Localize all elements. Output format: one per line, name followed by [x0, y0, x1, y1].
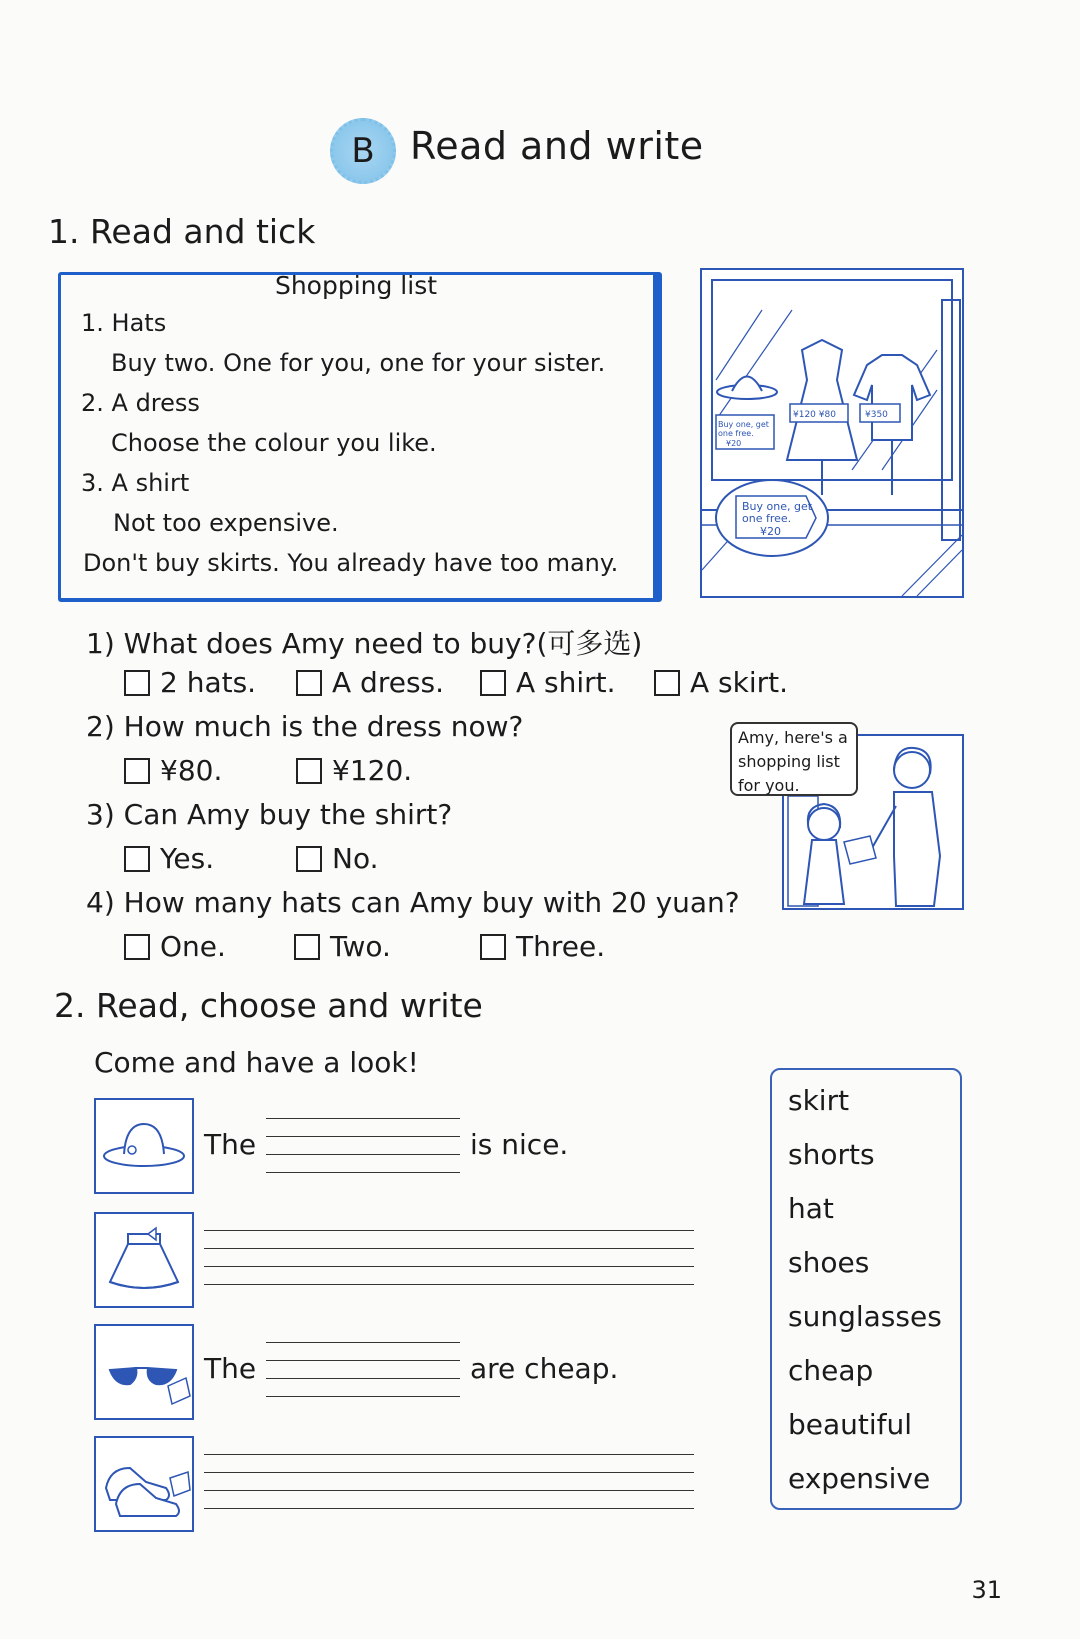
checkbox[interactable]: [480, 934, 506, 960]
row-1-before: The: [204, 1128, 257, 1161]
word-bank-item: sunglasses: [788, 1300, 942, 1333]
q4-option[interactable]: [480, 930, 605, 963]
answer-line[interactable]: [204, 1454, 694, 1455]
row-3-after: are cheap.: [470, 1352, 619, 1385]
shopping-list-box: [58, 272, 662, 602]
option-label: ¥80.: [160, 754, 223, 787]
q1-option[interactable]: [296, 666, 444, 699]
answer-line[interactable]: [266, 1378, 460, 1379]
checkbox[interactable]: [296, 846, 322, 872]
option-label: A shirt.: [516, 666, 616, 699]
word-bank-item: shoes: [788, 1246, 870, 1279]
option-label: One.: [160, 930, 226, 963]
q1-option[interactable]: [124, 666, 256, 699]
answer-line[interactable]: [266, 1154, 460, 1155]
row-1-after: is nice.: [470, 1128, 569, 1161]
word-bank-item: shorts: [788, 1138, 875, 1171]
answer-line[interactable]: [204, 1266, 694, 1267]
row-3-before: The: [204, 1352, 257, 1385]
list-item: Don't buy skirts. You already have too many.: [83, 549, 619, 577]
checkbox[interactable]: [296, 758, 322, 784]
badge-letter: B: [351, 131, 375, 171]
word-bank-item: skirt: [788, 1084, 850, 1117]
speech-line: Amy, here's a: [738, 728, 848, 747]
list-item: 2. A dress: [81, 389, 200, 417]
option-label: A dress.: [332, 666, 445, 699]
page-title: Read and write: [410, 124, 704, 168]
word-bank-item: hat: [788, 1192, 834, 1225]
checkbox[interactable]: [124, 758, 150, 784]
question-4: 4) How many hats can Amy buy with 20 yuan?: [86, 886, 740, 919]
hat-icon: [94, 1098, 194, 1194]
answer-line[interactable]: [266, 1342, 460, 1343]
section-badge: [330, 118, 396, 184]
option-label: Three.: [516, 930, 606, 963]
speech-line: shopping list: [738, 752, 840, 771]
sunglasses-icon: [94, 1324, 194, 1420]
list-item: Choose the colour you like.: [111, 429, 437, 457]
option-label: Yes.: [160, 842, 215, 875]
shirt-tag-price: ¥350: [865, 410, 888, 420]
q4-option[interactable]: [124, 930, 226, 963]
checkbox[interactable]: [124, 846, 150, 872]
hat-tag-line-1: Buy one, get: [718, 420, 769, 429]
speech-bubble: [730, 722, 858, 796]
checkbox[interactable]: [480, 670, 506, 696]
answer-line[interactable]: [266, 1396, 460, 1397]
q3-option[interactable]: [296, 842, 378, 875]
q1-option[interactable]: [480, 666, 616, 699]
hat-tag-line-2: one free.: [718, 429, 754, 438]
option-label: Two.: [330, 930, 391, 963]
checkbox[interactable]: [654, 670, 680, 696]
answer-line[interactable]: [266, 1118, 460, 1119]
question-3: 3) Can Amy buy the shirt?: [86, 798, 453, 831]
dress-tag-price: ¥120 ¥80: [793, 410, 836, 420]
answer-line[interactable]: [204, 1508, 694, 1509]
option-label: A skirt.: [690, 666, 789, 699]
q3-option[interactable]: [124, 842, 214, 875]
q1-option[interactable]: [654, 666, 788, 699]
section-1-title: 1. Read and tick: [48, 212, 316, 251]
option-label: No.: [332, 842, 379, 875]
skirt-icon: [94, 1212, 194, 1308]
answer-line[interactable]: [266, 1360, 460, 1361]
answer-line[interactable]: [266, 1172, 460, 1173]
word-bank-item: expensive: [788, 1462, 931, 1495]
answer-line[interactable]: [204, 1490, 694, 1491]
section-2-intro: Come and have a look!: [94, 1046, 419, 1079]
option-label: 2 hats.: [160, 666, 257, 699]
sign-line-2: one free.: [742, 512, 792, 525]
question-2: 2) How much is the dress now?: [86, 710, 524, 743]
sign-line-1: Buy one, get: [742, 500, 813, 513]
checkbox[interactable]: [296, 670, 322, 696]
answer-line[interactable]: [204, 1230, 694, 1231]
speech-line: for you.: [738, 776, 800, 795]
word-bank: [770, 1068, 962, 1510]
q2-option[interactable]: [296, 754, 412, 787]
checkbox[interactable]: [124, 670, 150, 696]
word-bank-item: beautiful: [788, 1408, 913, 1441]
list-item: Not too expensive.: [113, 509, 339, 537]
checkbox[interactable]: [124, 934, 150, 960]
option-label: ¥120.: [332, 754, 413, 787]
answer-line[interactable]: [266, 1136, 460, 1137]
list-item: 3. A shirt: [81, 469, 190, 497]
answer-line[interactable]: [204, 1472, 694, 1473]
sign-price: ¥20: [760, 525, 781, 538]
list-item: Buy two. One for you, one for your sister.: [111, 349, 606, 377]
shoes-icon: [94, 1436, 194, 1532]
shop-window-illustration: [700, 268, 964, 598]
question-1: 1) What does Amy need to buy?(可多选): [86, 627, 643, 660]
answer-line[interactable]: [204, 1284, 694, 1285]
word-bank-item: cheap: [788, 1354, 874, 1387]
list-item: 1. Hats: [81, 309, 167, 337]
q2-option[interactable]: [124, 754, 222, 787]
page-number: 31: [971, 1576, 1002, 1604]
q4-option[interactable]: [294, 930, 391, 963]
shopping-list-title: Shopping list: [274, 271, 438, 300]
section-2-title: 2. Read, choose and write: [54, 986, 483, 1025]
checkbox[interactable]: [294, 934, 320, 960]
answer-line[interactable]: [204, 1248, 694, 1249]
hat-tag-price: ¥20: [726, 439, 742, 448]
